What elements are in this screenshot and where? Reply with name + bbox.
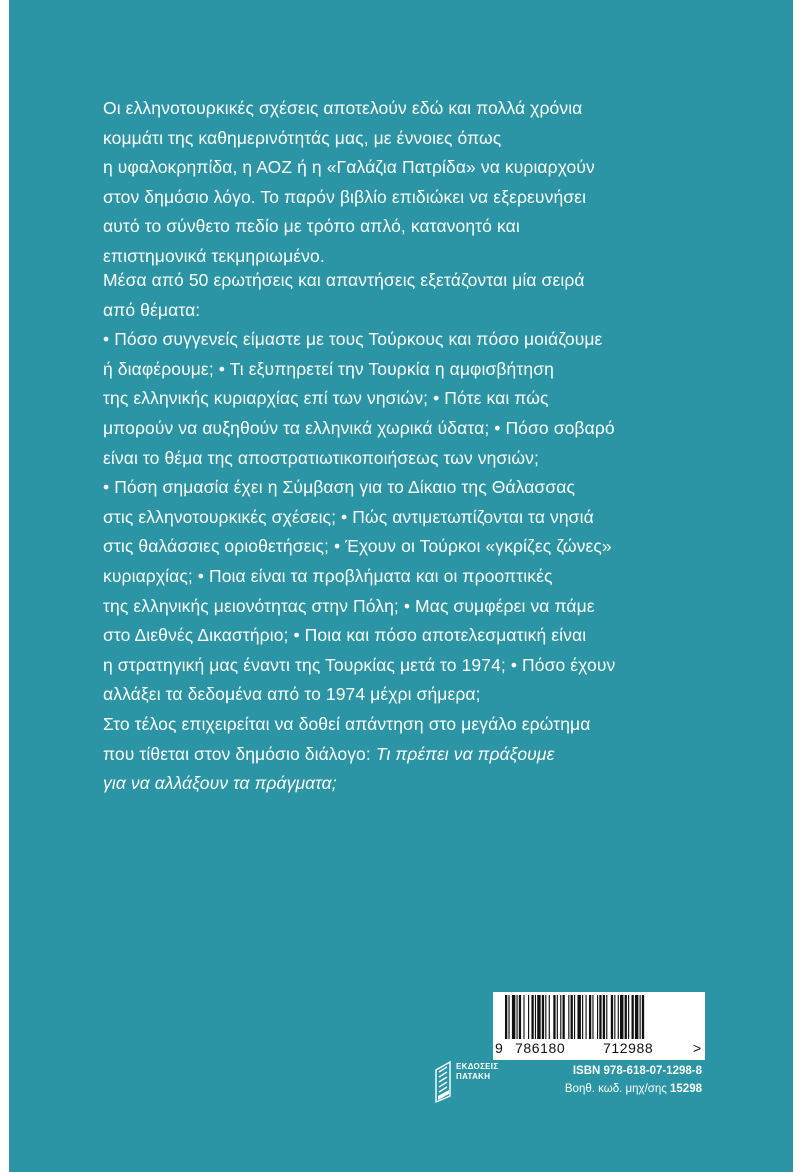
questions-line: στις θαλάσσιες οριοθετήσεις; • Έχουν οι Τούρκοι «γκρίζες ζώνες» xyxy=(103,536,612,557)
barcode-bar xyxy=(599,995,601,1039)
intro-line: αυτό το σύνθετο πεδίο με τρόπο απλό, κατανοητό και xyxy=(103,216,520,237)
questions-line: στο Διεθνές Δικαστήριο; • Ποια και πόσο αποτελεσματική είναι xyxy=(103,625,587,646)
barcode-bar xyxy=(537,995,540,1039)
isbn-number: ISBN 978-618-07-1298-8 xyxy=(572,1065,702,1077)
questions-line: στις ελληνοτουρκικές σχέσεις; • Πώς αντιμετωπίζονται τα νησιά xyxy=(103,506,594,527)
barcode-bar xyxy=(542,995,544,1039)
questions-line: κυριαρχίας; • Ποια είναι τα προβλήματα και οι προοπτικές xyxy=(103,565,553,586)
barcode-bar xyxy=(618,995,619,1039)
barcode-bar xyxy=(597,995,598,1039)
barcode-bar xyxy=(589,995,591,1039)
barcode-bar xyxy=(505,995,507,1039)
questions-line: η στρατηγική μας έναντι της Τουρκίας μετά το 1974; • Πόσο έχουν xyxy=(103,654,616,675)
intro-line: επιστημονικά τεκμηριωμένο. xyxy=(103,245,325,266)
questions-line: είναι το θέμα της αποστρατιωτικοποιήσεως των νησιών; xyxy=(103,447,539,468)
questions-line: μπορούν να αυξηθούν τα ελληνικά χωρικά ύδατα; • Πόσο σοβαρό xyxy=(103,417,615,438)
publisher-line: ΕΚΔΟΣΕΙΣ xyxy=(456,1062,499,1071)
barcode-bar xyxy=(568,995,569,1039)
barcode-bar xyxy=(553,995,555,1039)
barcode-bar xyxy=(512,995,515,1039)
barcode-bar xyxy=(582,995,583,1039)
barcode-bar xyxy=(592,995,593,1039)
barcode-bar xyxy=(508,995,509,1039)
internal-code xyxy=(496,1080,702,1098)
closing-paragraph xyxy=(103,710,723,799)
barcode-bar xyxy=(557,995,558,1039)
barcode-first-digit: 9 xyxy=(495,1040,504,1056)
barcode-bar xyxy=(628,995,629,1039)
barcode-bar xyxy=(642,995,644,1039)
barcode-bar xyxy=(635,995,638,1039)
barcode-bar xyxy=(549,995,550,1039)
barcode xyxy=(493,992,705,1060)
intro-paragraph xyxy=(103,94,723,272)
barcode-bar xyxy=(523,995,524,1039)
questions-line: ή διαφέρουμε; • Τι εξυπηρετεί την Τουρκία η αμφισβήτηση xyxy=(103,358,554,379)
closing-text: που τίθεται στον δημόσιο διάλογο: xyxy=(103,743,376,764)
barcode-bar xyxy=(545,995,546,1039)
barcode-bar xyxy=(586,995,587,1039)
barcode-bar xyxy=(606,995,607,1039)
intro-line: κομμάτι της καθημερινότητάς μας, με έννοιες όπως xyxy=(103,127,502,148)
questions-line: από θέματα: xyxy=(103,299,201,320)
barcode-right-group: 712988 xyxy=(603,1040,654,1056)
closing-line: Στο τέλος επιχειρείται να δοθεί απάντηση στο μεγάλο ερώτημα xyxy=(103,714,591,734)
publisher-line: ΠΑΤΑΚΗ xyxy=(456,1072,491,1081)
intro-line: στον δημόσιο λόγο. Το παρόν βιβλίο επιδιώκει να εξερευνήσει xyxy=(103,186,587,207)
barcode-bar xyxy=(560,995,561,1039)
closing-line xyxy=(103,740,723,770)
barcode-bar xyxy=(632,995,634,1039)
internal-code-label: Βοηθ. κωδ. μηχ/σης xyxy=(564,1083,671,1095)
questions-paragraph xyxy=(103,266,723,710)
barcode-arrow: > xyxy=(693,1040,702,1056)
barcode-left-group: 786180 xyxy=(515,1040,566,1056)
questions-line: Μέσα από 50 ερωτήσεις και απαντήσεις εξετάζονται μία σειρά xyxy=(103,270,585,290)
intro-line: Οι ελληνοτουρκικές σχέσεις αποτελούν εδώ και πολλά χρόνια xyxy=(103,98,583,118)
barcode-bar xyxy=(620,995,623,1039)
barcode-bar xyxy=(603,995,605,1039)
barcode-bar xyxy=(535,995,536,1039)
barcode-bar xyxy=(517,995,518,1039)
barcode-bar xyxy=(563,995,565,1039)
barcode-bar xyxy=(531,995,533,1039)
barcode-bar xyxy=(614,995,615,1039)
internal-code-value: 15298 xyxy=(670,1083,702,1095)
questions-line: • Πόσο συγγενείς είμαστε με τους Τούρκους και πόσο μοιάζουμε xyxy=(103,329,603,350)
barcode-bars xyxy=(505,995,693,1039)
intro-line: η υφαλοκρηπίδα, η ΑΟΖ ή η «Γαλάζια Πατρίδα» να κυριαρχούν xyxy=(103,157,595,178)
barcode-bar xyxy=(577,995,580,1039)
questions-line: • Πόση σημασία έχει η Σύμβαση για το Δίκαιο της Θάλασσας xyxy=(103,477,575,498)
barcode-bar xyxy=(519,995,521,1039)
barcode-bar xyxy=(625,995,627,1039)
questions-line: της ελληνικής κυριαρχίας επί των νησιών; • Πότε και πώς xyxy=(103,388,549,409)
barcode-bar xyxy=(528,995,529,1039)
questions-line: της ελληνικής μειονότητας στην Πόλη; • Μας συμφέρει να πάμε xyxy=(103,595,595,616)
closing-question: Τι πρέπει να πράξουμε xyxy=(375,743,555,764)
barcode-bar xyxy=(574,995,575,1039)
closing-question: για να αλλάξουν τα πράγματα; xyxy=(103,773,337,794)
barcode-bar xyxy=(640,995,641,1039)
barcode-bar xyxy=(571,995,573,1039)
questions-line: αλλάξει τα δεδομένα από το 1974 μέχρι σήμερα; xyxy=(103,684,481,705)
isbn-block xyxy=(496,1062,702,1098)
barcode-bar xyxy=(611,995,613,1039)
